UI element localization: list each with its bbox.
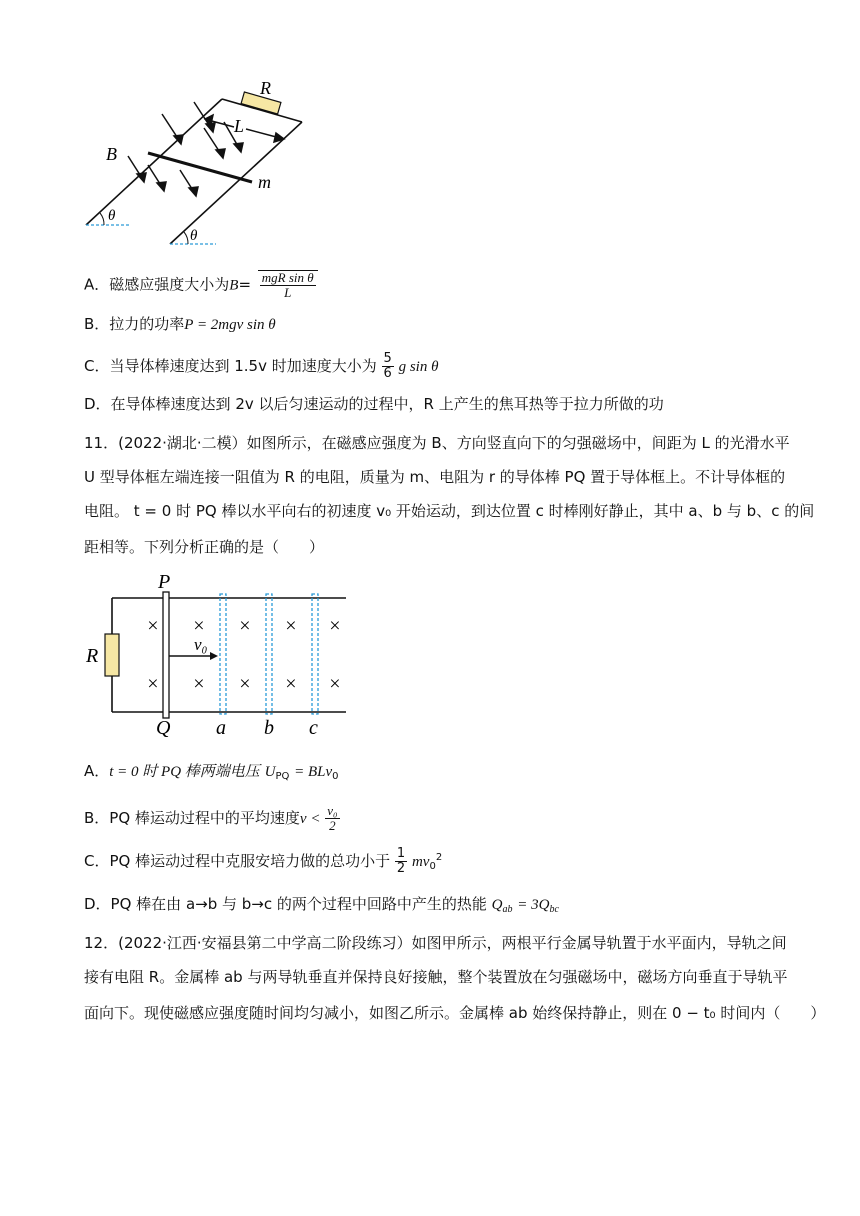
field-cross: × [238, 673, 252, 695]
inclined-rail-figure [84, 80, 314, 250]
label-L: L [234, 116, 245, 136]
q11-stem-line1: 11．(2022·湖北·二模）如图所示，在磁感应强度为 B、方向竖直向下的匀强磁场中，间距为 L 的光滑水平 [84, 434, 790, 452]
label-m: m [258, 172, 271, 192]
q11-stem-line4: 距相等。下列分析正确的是（ ） [84, 538, 325, 556]
label-P: P [158, 571, 171, 593]
u-frame-figure [84, 570, 354, 740]
q11-option-b: B．PQ 棒运动过程中的平均速度v < $\frac{\text{v₀}}{2}$ [84, 803, 338, 833]
q11-option-c: C．PQ 棒运动过程中克服安培力做的总功小于 $\frac{1}{2}$ $mv_0^2$ [84, 846, 443, 876]
field-cross: × [284, 615, 298, 637]
label-theta-1: θ [108, 208, 116, 224]
q12-stem-line1: 12．(2022·江西·安福县第二中学高二阶段练习）如图甲所示，两根平行金属导轨置于水平面内，导轨之间 [84, 934, 787, 952]
label-v0: v₀ [194, 635, 208, 654]
field-cross: × [284, 673, 298, 695]
field-cross: × [192, 673, 206, 695]
field-cross: × [328, 615, 342, 637]
q10-option-c: C．当导体棒速度达到 1.5v 时加速度大小为 $\frac{5}{6}$ g sin θ [84, 351, 439, 381]
q11-option-d: D．PQ 棒在由 a→b 与 b→c 的两个过程中回路中产生的热能 $Q_{ab} = 3Q_{bc}$ [84, 895, 559, 915]
q11-stem-line3: 电阻。 t = 0 时 PQ 棒以水平向右的初速度 v₀ 开始运动，到达位置 c 时棒刚好静止，其中 a、b 与 b、c 的间 [84, 502, 815, 520]
label-B: B [106, 144, 117, 164]
label-R: R [86, 645, 99, 667]
label-Q: Q [156, 717, 171, 739]
q10-option-a: A．磁感应强度大小为B= $\frac{\text{mgR sin θ}}{L}$ [84, 270, 318, 300]
field-cross: × [146, 673, 160, 695]
field-cross: × [238, 615, 252, 637]
q12-stem-line2: 接有电阻 R。金属棒 ab 与两导轨垂直并保持良好接触，整个装置放在匀强磁场中，磁场方向垂直于导轨平 [84, 968, 788, 986]
q10-option-b: B．拉力的功率P = 2mgv sin θ [84, 315, 276, 333]
field-cross: × [192, 615, 206, 637]
q11-option-a: A．t = 0 时 PQ 棒两端电压 $U_{PQ} = BLv_0$ [84, 762, 339, 782]
label-theta-2: θ [190, 228, 198, 244]
label-a: a [216, 717, 226, 739]
field-cross: × [328, 673, 342, 695]
field-cross: × [146, 615, 160, 637]
q11-stem-line2: U 型导体框左端连接一阻值为 R 的电阻，质量为 m、电阻为 r 的导体棒 PQ 置于导体框上。不计导体框的 [84, 468, 786, 486]
label-b: b [264, 717, 274, 739]
label-c: c [309, 717, 318, 739]
q12-stem-line3: 面向下。现使磁感应强度随时间均匀减小，如图乙所示。金属棒 ab 始终保持静止，则在 0 − t₀ 时间内（ ） [84, 1004, 826, 1022]
label-R: R [260, 80, 271, 98]
q10-option-d: D．在导体棒速度达到 2v 以后匀速运动的过程中，R 上产生的焦耳热等于拉力所做的功 [84, 395, 664, 413]
